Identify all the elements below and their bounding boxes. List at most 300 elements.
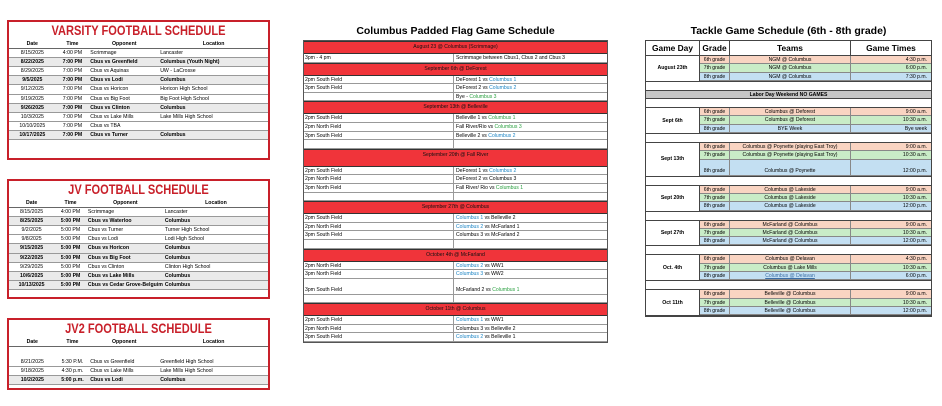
game-day-cell: August 23th [646,56,700,81]
jv2-title: JV2 FOOTBALL SCHEDULE [65,321,212,336]
game-day-block [646,290,931,316]
grade-row [700,73,931,81]
matchup-cell [454,325,607,333]
spacer-cell [9,347,268,358]
tackle-schedule [645,40,932,317]
location-cell: Columbus [159,103,268,112]
field-time-cell: 2pm South Field [304,167,454,175]
grade-row [700,299,931,307]
game-day-cell: Oct. 4th [646,255,700,280]
time-cell: 5:30 P.M. [56,358,90,367]
game-row [304,316,607,325]
matchup-cell [454,193,607,201]
matchup-cell [454,93,607,101]
table-row [9,226,268,235]
matchup-text: Belleville 1 vs [456,115,489,122]
grade-row [700,307,931,315]
matchup-text: Columbus 2 [489,85,517,92]
location-cell: Columbus [159,76,268,85]
grade-cell: 8th grade [700,237,730,244]
time-cell: Bye week [904,125,927,132]
game-row [304,140,607,149]
grade-row [700,229,931,237]
game-row [304,223,607,232]
matchup-text: DeForest 2 vs [456,85,490,92]
section-header: October 4th @ McFarland [304,249,607,262]
grade-row [700,64,931,72]
matchup-text: Columbus 1 [489,76,517,83]
teams-cell: Columbus @ Poynette (playing East Troy) [730,143,851,150]
field-time-cell: 3pm South Field [304,231,454,239]
teams-cell: Columbus @ Deforest [730,116,851,123]
teams-cell: McFarland @ Columbus [730,229,851,236]
field-time-cell: 2pm North Field [304,223,454,231]
grade-row [700,143,931,151]
location-cell: Columbus [159,375,268,384]
grade-cell: 7th grade [700,229,730,236]
field-time-cell [304,140,454,148]
game-row [304,262,607,271]
teams-cell: Columbus @ Poynette [730,160,851,175]
grade-cell: 7th grade [700,64,730,71]
field-time-cell [304,93,454,101]
field-time-cell: 2pm North Field [304,175,454,183]
time-cell: 4:30 p.m. [905,256,927,263]
grade-row [700,194,931,202]
table-row [9,262,268,271]
grade-row [700,237,931,245]
jv-title: JV FOOTBALL SCHEDULE [68,182,209,197]
game-row [304,295,607,304]
time-cell: 6:00 p.m. [905,273,927,280]
game-day-cell: Sept 6th [646,108,700,133]
grade-cell: 6th grade [700,290,730,297]
tackle-title: Tackle Game Schedule (6th - 8th grade) [690,25,887,37]
field-time-cell: 2pm North Field [304,325,454,333]
field-time-cell: 3pm North Field [304,270,454,278]
field-time-cell: 2pm North Field [304,262,454,270]
opponent-cell: Cbus vs Horicon [89,85,159,94]
time-cell: 7:00 PM [56,67,90,76]
date-cell: 9/26/2025 [9,103,56,112]
time-cell: 7:30 p.m. [905,73,927,80]
game-day-block [646,143,931,177]
date-cell: 8/25/2025 [9,217,54,226]
time-cell: 6:00 p.m. [905,65,927,72]
field-time-cell: 3pm South Field [304,132,454,140]
teams-cell: NGM @ Columbus [730,64,851,71]
matchup-text: vs Belleville 1 [483,334,516,341]
date-cell: 8/21/2025 [9,358,56,367]
header-game-times: Game Times [866,43,916,53]
table-row [9,94,268,103]
grade-cell: 8th grade [700,73,730,80]
location-cell: Columbus [164,280,268,289]
game-day-cell: Sept 27th [646,221,700,246]
opponent-cell: Cbus vs Greenfield [89,58,159,67]
header-game-day: Game Day [646,41,700,55]
matchup-cell [454,262,607,270]
grade-row [700,160,931,176]
grade-row [700,108,931,116]
time-cell: 9:00 a.m. [905,144,927,151]
game-row [304,240,607,249]
opponent-cell: Cbus vs Turner [87,226,164,235]
table-row [9,112,268,121]
grade-rows [700,255,931,280]
date-cell: 8/22/2025 [9,58,56,67]
matchup-text: Columbus 3 [456,271,484,278]
time-cell: 10:30 a.m. [902,152,927,159]
matchup-text: Columbus 1 [488,115,516,122]
grade-cell: 6th grade [700,255,730,262]
matchup-text: DeForest 1 vs [456,167,490,174]
jv2-table [9,338,268,385]
teams-cell: NGM @ Columbus [730,56,851,63]
teams-cell: McFarland @ Columbus [730,221,851,228]
grade-row [700,56,931,64]
date-cell: 10/3/2025 [9,112,56,121]
teams-cell: Columbus @ Lake Mills [730,264,851,271]
section-header: September 20th @ Fall River [304,149,607,167]
field-time-cell: 2pm South Field [304,114,454,122]
game-day-block [646,221,931,247]
section-header: September 27th @ Columbus [304,201,607,214]
teams-cell: Columbus @ Lakeside [730,194,851,201]
table-row [9,253,268,262]
game-row [304,175,607,184]
teams-cell: McFarland @ Columbus [730,237,851,244]
opponent-cell: Cbus vs Big Foot [87,253,164,262]
field-time-cell: 2pm North Field [304,123,454,131]
game-row [304,270,607,279]
teams-cell: Belleville @ Columbus [730,307,851,314]
teams-cell: BYE Week [730,125,851,132]
matchup-cell [454,316,607,324]
matchup-cell [454,214,607,222]
time-cell: 9:00 a.m. [905,109,927,116]
field-time-cell: 3pm South Field [304,84,454,92]
grade-cell: 6th grade [700,186,730,193]
matchup-text: Columbus 1 [456,215,484,222]
table-row [9,208,268,217]
location-cell: Columbus [164,217,268,226]
table-row [9,49,268,58]
grade-row [700,116,931,124]
time-cell: 7:00 PM [56,58,90,67]
location-cell: Lancaster [159,49,268,58]
time-cell: 12:00 p.m. [902,238,927,245]
matchup-cell [454,175,607,183]
header-row [9,199,268,208]
date-cell: 10/2/2025 [9,375,56,384]
time-cell: 7:00 PM [56,112,90,121]
matchup-text: DeForest 1 vs [456,76,490,83]
location-cell: Lodi High School [164,235,268,244]
section-header: August 23 @ Columbus (Scrimmage) [304,41,607,54]
matchup-text: Columbus 1 [492,286,520,293]
matchup-cell [454,114,607,122]
matchup-cell [454,270,607,278]
matchup-cell [454,123,607,131]
grade-row [700,264,931,272]
grade-cell: 7th grade [700,264,730,271]
flag-schedule [303,40,608,343]
spacer [646,82,931,91]
time-cell: 9:00 a.m. [905,291,927,298]
date-cell: 10/10/2025 [9,121,56,130]
game-row [304,84,607,93]
location-cell: Clinton High School [164,262,268,271]
opponent-cell: Cbus vs Clinton [89,103,159,112]
time-cell: 12:00 p.m. [902,167,927,174]
field-time-cell: 3pm - 4 pm [304,54,454,62]
spacer-row [9,347,268,358]
section-header: September 6th @ DeForest [304,63,607,76]
matchup-text: McFarland 2 vs [456,286,493,293]
grade-cell: 6th grade [700,56,730,63]
matchup-text: Columbus 3 vs McFarland 2 [456,232,520,239]
opponent-cell: Cbus vs Waterloo [87,217,164,226]
location-cell: Columbus [164,253,268,262]
date-cell: 8/29/2025 [9,67,56,76]
no-games-banner: Labor Day Weekend NO GAMES [646,91,931,99]
matchup-cell [454,184,607,192]
matchup-text: vs WW2 [483,271,504,278]
game-row [304,333,607,342]
game-day-cell: Sept 20th [646,186,700,211]
field-time-cell [304,240,454,248]
spacer [646,212,931,221]
game-row [304,167,607,176]
matchup-cell [454,223,607,231]
grade-row [700,290,931,298]
grade-row [700,202,931,210]
game-row [304,123,607,132]
header-time: Time [56,338,90,347]
opponent-cell: Cbus vs Lodi [89,76,159,85]
teams-cell: Belleville @ Columbus [730,299,851,306]
grade-cell: 8th grade [700,272,730,279]
matchup-text: vs Belleville 2 [483,215,516,222]
time-cell: 7:00 PM [56,76,90,85]
teams-cell: NGM @ Columbus [730,73,851,80]
header-time: Time [54,199,87,208]
grade-row [700,151,931,159]
time-cell: 10:30 a.m. [902,117,927,124]
opponent-cell: Cbus vs Aquinas [89,67,159,76]
field-time-cell: 2pm South Field [304,214,454,222]
matchup-text: Columbus 2 [488,132,516,139]
game-row [304,231,607,240]
header-location: Location [164,199,268,208]
opponent-cell: Scrimmage [87,208,164,217]
matchup-text: DeForest 2 vs Columbus 3 [456,176,517,183]
time-cell: 12:00 p.m. [902,307,927,314]
location-cell: Greenfield High School [159,358,268,367]
tackle-header [646,41,931,56]
time-cell: 7:00 PM [56,121,90,130]
game-row [304,184,607,193]
grade-rows [700,143,931,176]
field-time-cell: 3pm North Field [304,184,454,192]
table-row [9,103,268,112]
table-row [9,58,268,67]
game-row [304,193,607,202]
header-location: Location [159,40,268,49]
game-day-block [646,108,931,134]
matchup-text: Columbus 1 [456,317,484,324]
header-date: Date [9,199,54,208]
grade-rows [700,108,931,133]
date-cell: 9/15/2025 [9,244,54,253]
opponent-cell: Cbus vs Clinton [87,262,164,271]
matchup-text: Columbus 2 [456,223,484,230]
grade-cell: 8th grade [700,307,730,314]
table-row [9,130,268,139]
time-cell: 5:00 PM [54,235,87,244]
header-grade: Grade [700,41,730,55]
table-row [9,121,268,130]
matchup-text: Fall River/Rio vs [456,123,495,130]
matchup-text: Columbus 1 [495,184,524,191]
matchup-text: Columbus 2 [489,167,517,174]
spacer [646,99,931,108]
teams-cell: Belleville @ Columbus [730,290,851,297]
teams-cell: Columbus @ Deforest [730,108,851,115]
game-day-cell: Sept 13th [646,143,700,176]
game-row [304,279,607,295]
grade-row [700,221,931,229]
opponent-cell: Cbus vs TBA [89,121,159,130]
date-cell: 8/15/2025 [9,49,56,58]
time-cell: 5:00 PM [54,253,87,262]
field-time-cell [304,193,454,201]
header-opponent: Opponent [87,199,164,208]
opponent-cell: Cbus vs Lake Mills [87,271,164,280]
matchup-text: vs WW1 [483,262,504,269]
matchup-text: Fall River/ Rio vs [456,184,496,191]
game-row [304,114,607,123]
game-day-block [646,186,931,212]
table-row [9,366,268,375]
date-cell: 9/22/2025 [9,253,54,262]
date-cell: 10/13/2025 [9,280,54,289]
header-teams: Teams [730,41,851,55]
time-cell: 4:00 PM [54,208,87,217]
header-time: Time [56,40,90,49]
grade-rows [700,221,931,246]
game-day-cell: Oct 11th [646,290,700,315]
header-opponent: Opponent [89,338,159,347]
grade-cell: 7th grade [700,299,730,306]
matchup-text: Columbus 2 [456,262,484,269]
varsity-table [9,40,268,140]
section-header: September 13th @ Belleville [304,101,607,114]
opponent-cell: Cbus vs Big Foot [89,94,159,103]
grade-cell: 8th grade [700,202,730,209]
opponent-cell: Cbus vs Lodi [89,375,159,384]
location-cell: Columbus [164,244,268,253]
date-cell: 9/2/2025 [9,226,54,235]
teams-cell: Columbus @ Lakeside [730,186,851,193]
field-time-cell: 3pm South Field [304,333,454,341]
location-cell: Lancaster [164,208,268,217]
time-cell: 5:00 PM [54,271,87,280]
game-row [304,214,607,223]
grade-cell: 7th grade [700,151,730,158]
matchup-text: Scrimmage between Cbus1, Cbus 2 and Cbus 3 [456,55,566,61]
spacer [646,246,931,255]
header-date: Date [9,338,56,347]
location-cell: Lake Mills High School [159,112,268,121]
matchup-text: vs McFarland 1 [483,223,520,230]
time-cell: 5:00 PM [54,280,87,289]
matchup-text: Columbus 3 [494,123,522,130]
time-cell: 5:00 PM [54,226,87,235]
teams-cell: Columbus @ Delavan [730,272,851,279]
varsity-title: VARSITY FOOTBALL SCHEDULE [51,23,226,38]
spacer [646,281,931,290]
teams-cell: Columbus @ Delavan [730,255,851,262]
time-cell: 10:30 a.m. [902,264,927,271]
game-day-block [646,56,931,82]
location-cell: Lake Mills High School [159,366,268,375]
time-cell: 7:00 PM [56,103,90,112]
time-cell: 4:30 p.m. [56,366,90,375]
header-row [9,338,268,347]
game-row [304,132,607,141]
matchup-text: Bye - [456,93,470,100]
jv-table [9,199,268,290]
matchup-cell [454,140,607,148]
matchup-cell [454,54,607,62]
header-row [9,40,268,49]
opponent-cell: Cbus vs Horicon [87,244,164,253]
date-cell: 9/18/2025 [9,366,56,375]
header-date: Date [9,40,56,49]
teams-cell: Columbus @ Poynette (playing East Troy) [730,151,851,158]
grade-cell: 6th grade [700,221,730,228]
opponent-cell: Cbus vs Lodi [87,235,164,244]
matchup-text: vs WW1 [483,317,504,324]
table-row [9,85,268,94]
date-cell: 9/5/2025 [9,76,56,85]
game-row [304,93,607,102]
time-cell: 10:30 a.m. [902,299,927,306]
field-time-cell [304,295,454,303]
time-cell: 7:00 PM [56,130,90,139]
opponent-cell: Cbus vs Greenfield [89,358,159,367]
time-cell: 7:00 PM [56,94,90,103]
opponent-cell: Cbus vs Cedar Grove-Belguim [87,281,163,288]
flag-title: Columbus Padded Flag Game Schedule [356,25,555,37]
spacer [646,177,931,186]
date-cell: 10/17/2025 [9,130,56,139]
time-cell: 9:00 a.m. [905,186,927,193]
location-cell: Big Foot High School [159,94,268,103]
table-row [9,271,268,280]
teams-cell: Columbus @ Lakeside [730,202,851,209]
matchup-text: Columbus 2 [456,334,484,341]
varsity-panel [7,20,270,160]
grade-row [700,255,931,263]
date-cell: 9/12/2025 [9,85,56,94]
table-row [9,244,268,253]
field-time-cell: 3pm South Field [304,279,454,294]
grade-cell: 8th grade [700,160,730,175]
location-cell: Horicon High School [159,85,268,94]
